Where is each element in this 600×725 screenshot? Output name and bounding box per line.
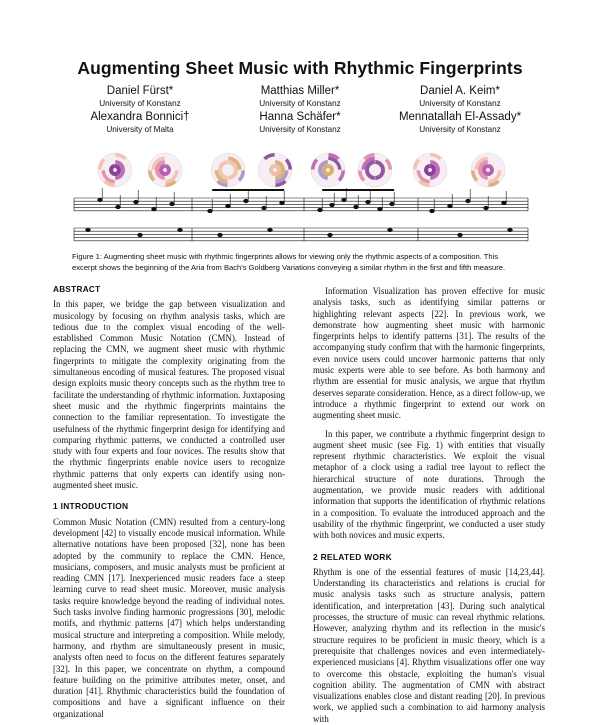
note-head — [354, 205, 359, 209]
author-affiliation: University of Malta — [106, 125, 174, 134]
bass-note-head — [508, 228, 513, 232]
author-affiliation: University of Konstanz — [259, 99, 341, 108]
note-head — [170, 202, 175, 206]
bass-note-head — [138, 233, 143, 237]
bass-note-head — [86, 228, 91, 232]
rhythmic-fingerprint — [148, 153, 182, 187]
note-head — [366, 200, 371, 204]
note-head — [330, 203, 335, 207]
author-4 — [60, 110, 220, 135]
related-work-text: Rhythm is one of the essential features of music [14,23,44]. Understanding its characteristics and relations is crucial for music analysis tasks such as structure analysis, pattern identification, and interpretation [43]. During such analytical processes, the structure of music can reveal rhythmic relations. However, analyzing rhythm and its reflection in the music's structure requires to be proficient in music theory, which is a prerequisite that challenges novices and even intermediately-experienced musicians [4]. Rhythm visualizations offer one way to overcome this obstacle, exploiting the human's visual cognition ability. The augmentation of CMN with abstract visualizations enables close and distant reading [20]. In previous work, we applied such a combination to aid harmony analysis with — [313, 566, 545, 724]
author-2 — [220, 84, 380, 109]
author-name: Daniel A. Keim* — [420, 85, 500, 97]
abstract-heading: ABSTRACT — [53, 285, 101, 294]
abstract-text: In this paper, we bridge the gap between visualization and musicology by focusing on rhythm analysis tasks, which are tedious due to the complex visual encoding of the well-established Common Music Notation (CMN). Instead of replacing the CMN, we augment sheet music with rhythmic fingerprints to mitigate the complexity originating from the simultaneous encoding of musical features. The proposed visual design exploits music theory concepts such as the rhythm tree to facilitate the understanding of rhythmic information. Juxtaposing sheet music and the rhythmic fingerprints maintains the connection to the familiar representation. To investigate the usefulness of the rhythmic fingerprint design for identifying and comparing rhythmic patterns, we conducted a controlled user study with four experts and four novices. The results show that the rhythmic fingerprints enable novice users to recognize rhythmic patterns that only experts can identify using non-augmented sheet music. — [53, 299, 285, 491]
note-head — [262, 206, 267, 210]
note-head — [378, 207, 383, 211]
paragraph: Information Visualization has proven effective for music analysis tasks, such as identifying similar patterns or highlighting relevant aspects [22]. In previous work, we demonstrate how augmenting sheet music with harmonic fingerprints helps to identify patterns [31]. The results of the accompanying study confirm that with the harmonic fingerprints, even novice users could uncover harmonic patterns that only music experts were able to see before. As both harmony and rhythm are essential for music analysis, we argue that rhythm deserves separate consideration. Hence, as a direct follow-up, we introduce a rhythmic fingerprint to extend our work on augmenting sheet music. — [313, 286, 545, 421]
note-head — [318, 208, 323, 212]
author-name: Matthias Miller* — [260, 85, 340, 97]
rhythmic-fingerprint — [98, 153, 132, 187]
author-affiliation: University of Konstanz — [99, 99, 181, 108]
section-1-heading: 1 INTRODUCTION — [53, 501, 129, 512]
note-head — [116, 205, 121, 209]
bass-note-head — [178, 228, 183, 232]
note-head — [342, 198, 347, 202]
author-affiliation: University of Konstanz — [259, 125, 341, 134]
section-2-heading: 2 RELATED WORK — [313, 551, 392, 562]
rhythmic-fingerprint — [211, 153, 245, 187]
rhythmic-fingerprint — [358, 153, 392, 187]
bass-note-head — [458, 233, 463, 237]
rhythmic-fingerprint — [311, 153, 345, 187]
sheet-music-figure — [70, 150, 532, 250]
author-name: Alexandra Bonnici† — [90, 111, 190, 123]
rhythmic-fingerprints — [98, 153, 505, 187]
author-6 — [380, 110, 540, 135]
note-head — [208, 209, 213, 213]
paper-title: Augmenting Sheet Music with Rhythmic Fingerprints — [77, 58, 523, 78]
author-affiliation: University of Konstanz — [419, 99, 501, 108]
note-head — [466, 199, 471, 203]
note-head — [430, 209, 435, 213]
right-column — [313, 286, 545, 725]
note-head — [244, 199, 249, 203]
author-1 — [60, 84, 220, 109]
author-name: Daniel Fürst* — [106, 85, 174, 97]
note-head — [448, 204, 453, 208]
author-name: Hanna Schäfer* — [259, 111, 341, 123]
rhythmic-fingerprint — [413, 153, 447, 187]
caption-line-1: Figure 1: Augmenting sheet music with rhythmic fingerprints allows for viewing only the rhythmic aspects of a composition. This — [72, 252, 499, 261]
bass-note-head — [268, 228, 273, 232]
note-head — [280, 201, 285, 205]
note-head — [152, 207, 157, 211]
note-head — [502, 201, 507, 205]
author-name: Mennatallah El-Assady* — [398, 111, 522, 123]
note-head — [390, 202, 395, 206]
bass-note-head — [328, 233, 333, 237]
author-5 — [220, 110, 380, 135]
introduction-text: Common Music Notation (CMN) resulted from a century-long development [42] to visually encode musical information. While alternative notations have been proposed [32], none has been adopted by the community to replace the CMN. Hence, musicians, composers, and music analysts must be proficient at reading CMN [17]. Inexperienced music readers face a steep learning curve to read sheet music. Moreover, music analysis tasks require knowledge beyond the reading of individual notes. Such tasks involve finding harmonic progressions [30], melodic motifs, and rhythmic patterns [47] which helps understanding musical structure and interpreting a composition. While melody, harmony, and rhythm are simultaneously present in music, analysts often need to focus on the different features separately [32]. In this paper, we concentrate on rhythm, a compound feature building on the primitive attributes meter, onset, and duration [41]. Rhythmic characteristics build the foundation of compositions and have a significant influence on their organizational — [53, 516, 285, 719]
left-column — [53, 284, 285, 720]
note-head — [484, 206, 489, 210]
author-3 — [380, 84, 540, 109]
bass-note-head — [388, 228, 393, 232]
rhythmic-fingerprint — [258, 153, 292, 187]
note-head — [98, 198, 103, 202]
rhythmic-fingerprint — [471, 153, 505, 187]
figure-caption — [72, 252, 528, 273]
author-affiliation: University of Konstanz — [419, 125, 501, 134]
note-head — [134, 200, 139, 204]
bass-note-head — [218, 233, 223, 237]
music-staff — [74, 188, 528, 241]
note-head — [226, 204, 231, 208]
treble-staff — [74, 198, 528, 211]
caption-line-2: excerpt shows the beginning of the Aria from Bach's Goldberg Variations conveying a similar rhythm in the first and fifth measure. — [72, 262, 506, 272]
paragraph: In this paper, we contribute a rhythmic fingerprint design to augment sheet music (see Fig. 1) with entities that visually represent rhythmic characteristics. We exploit the visual metaphor of a clock using a radial tree layout to reflect the hierarchical structure of note durations. Through the augmentation, we provide music readers with additional information that supports the identification of rhythmic relations in a composition. To evaluate the introduced approach and the usability of the rhythmic fingerprint, we conducted a user study with both novices and music experts. — [313, 428, 545, 541]
